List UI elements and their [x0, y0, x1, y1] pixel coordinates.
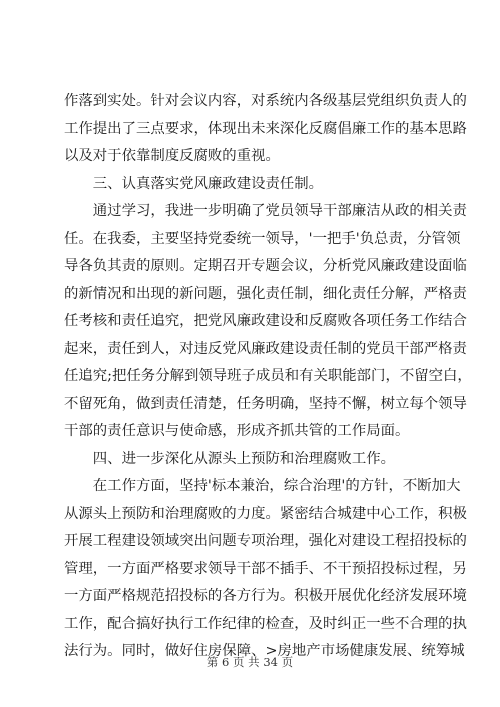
text-line: 以及对于依靠制度反腐败的重视。 [64, 148, 280, 164]
text-line: 三、认真落实党风廉政建设责任制。 [64, 175, 324, 192]
text-line: 工作，配合搞好执行工作纪律的检查，及时纠正一些不合理的执 [64, 615, 467, 632]
text-line: 作落到实处。针对会议内容，对系统内各级基层党组织负责人的 [64, 93, 467, 109]
page-number-label: 第 6 页 共 34 页 [206, 655, 294, 669]
text-line: 法行为。同时，做好住房保障、>房地产市场健康发展、统筹城 [64, 643, 465, 659]
page-footer [0, 654, 500, 670]
document-body [64, 88, 472, 666]
text-line: 导各负其责的原则。定期召开专题会议，分析党风廉政建设面临 [64, 258, 467, 274]
text-line: 任考核和责任追究，把党风廉政建设和反腐败各项任务工作结合 [64, 313, 467, 329]
text-line: 不留死角，做到责任清楚，任务明确，坚持不懈，树立每个领导 [64, 395, 467, 412]
text-line: 任追究;把任务分解到领导班子成员和有关职能部门，不留空白， [64, 368, 472, 384]
text-line: 起来，责任到人，对违反党风廉政建设责任制的党员干部严格责 [64, 340, 467, 357]
text-line: 任。在我委，主要坚持党委统一领导，'一把手'负总责，分管领 [64, 230, 461, 247]
text-line: 从源头上预防和治理腐败的力度。紧密结合城建中心工作，积极 [64, 505, 467, 522]
text-line: 一方面严格规范招投标的各方行为。积极开展优化经济发展环境 [64, 588, 467, 604]
text-line: 工作提出了三点要求，体现出未来深化反腐倡廉工作的基本思路 [64, 120, 467, 137]
text-line: 的新情况和出现的新问题，强化责任制，细化责任分解，严格责 [64, 285, 467, 302]
text-line: 干部的责任意识与使命感，形成齐抓共管的工作局面。 [64, 423, 410, 439]
text-line: 在工作方面，坚持'标本兼治，综合治理'的方针，不断加大 [64, 478, 461, 494]
text-line: 通过学习，我进一步明确了党员领导干部廉洁从政的相关责 [64, 203, 467, 219]
text-line: 开展工程建设领域突出问题专项治理，强化对建设工程招投标的 [64, 533, 467, 549]
text-line: 四、进一步深化从源头上预防和治理腐败工作。 [64, 450, 395, 467]
text-line: 管理，一方面严格要求领导干部不插手、不干预招投标过程，另 [64, 560, 467, 577]
